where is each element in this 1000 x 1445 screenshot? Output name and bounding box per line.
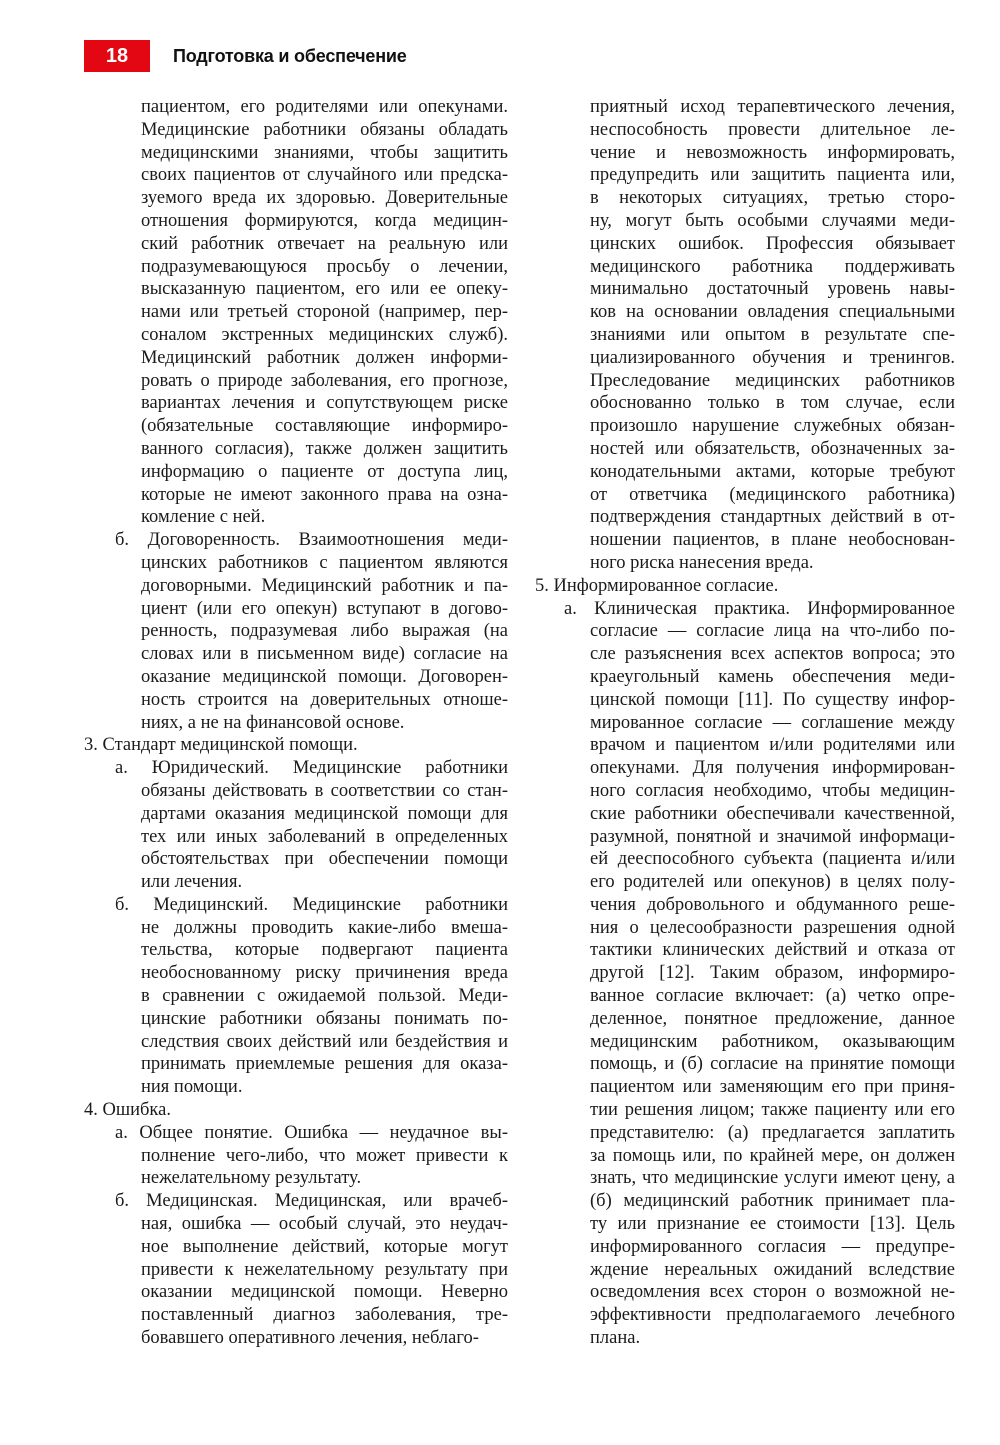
text-line: разумной, понятной и значимой информаци- [590,826,955,847]
text-line: в некоторых ситуациях, третью сторо- [590,188,955,209]
text-line: поставленный диагноз заболевания, тре- [141,1305,508,1326]
text-line: деленное, понятное предложение, данное [590,1008,955,1029]
text-line: (б) медицинский работник принимает пла- [590,1191,955,1212]
text-line: соналом экстренных медицинских служб). [141,324,508,345]
text-line: которые не имеют законного права на озна- [141,484,508,505]
text-line: высказанную пациентом, его или ее опеку- [141,279,508,300]
text-line: цинских ошибок. Профессия обязывает [590,233,955,254]
text-line: бовавшего оперативного лечения, неблаго- [141,1328,479,1349]
text-line: подразумевающуюся просьбу о лечении, [141,256,508,277]
text-line: обоснованно только в том случае, если [590,393,955,414]
running-header-title: Подготовка и обеспечение [173,46,407,66]
text-line: пациентом или заменяющим его при приня- [590,1077,955,1098]
text-line: минимально достаточный уровень навы- [590,279,955,300]
text-line: чения добровольного и обдуманного реше- [590,894,955,915]
text-line: тельства, которые подвергают пациента [141,940,508,961]
text-line: приятный исход терапевтического лечения, [590,97,955,117]
text-line: 3. Стандарт медицинской помощи. [84,735,358,756]
text-line: тактики клинических действий и отказа от [590,940,955,961]
text-line: согласие — согласие лица на что-либо по- [590,621,955,642]
text-line: 5. Информированное согласие. [535,575,779,596]
text-line: его родителей или опекунов) в целях полу- [590,872,955,893]
text-line: пациентом, его родителями или опекунами. [141,97,508,117]
text-line: (обязательные составляющие информиро- [141,416,508,437]
text-line: или лечения. [141,872,243,893]
text-line: произошло нарушение служебных обязан- [590,416,955,437]
text-line: ного риска нанесения вреда. [590,552,814,573]
text-line: за помощь или, по крайней мере, он должен [590,1145,955,1166]
text-line: опекунами. Для получения информирован- [590,758,955,779]
text-line: а. Клиническая практика. Информированное [564,598,955,619]
text-line: помощь, и (б) согласие на принятие помощи [590,1054,955,1075]
text-line: конодательными актами, которые требуют [590,461,955,482]
text-line: осведомления всех сторон о возможной не- [590,1282,955,1303]
text-line: краеугольный камень обеспечения меди- [590,666,955,687]
text-line: ниях, а не на финансовой основе. [141,712,405,733]
text-line: привести к нежелательному результату при [141,1259,508,1280]
text-line: ванного согласия), также должен защитить [141,438,508,459]
text-line: от ответчика (медицинского работника) [590,484,955,505]
text-line: обстоятельствах при обеспечении помощи [141,849,508,870]
text-line: ждение нереальных ожиданий вследствие [590,1259,955,1280]
text-line: Медицинские работники обязаны обладать [141,119,508,140]
text-line: 4. Ошибка. [84,1100,171,1121]
text-line: ного согласия необходимо, чтобы медицин- [590,780,955,801]
text-line: медицинскими знаниями, чтобы защитить [141,142,508,163]
text-line: ванное согласие включает: (а) четко опре- [590,986,955,1007]
text-line: цинской помощи [11]. По существу инфор- [590,689,955,710]
text-line: а. Общее понятие. Ошибка — неудачное вы- [115,1122,508,1143]
text-line: тии решения лицом; также пациенту или его [590,1100,955,1121]
text-line: оказании медицинской помощи. Неверно [141,1282,508,1303]
text-line: чение и невозможность информировать, [590,142,955,163]
page-number: 18 [84,40,150,72]
text-line: ский работник отвечает на реальную или [141,233,508,254]
text-column-left [84,96,508,1350]
text-line: ное выполнение действий, которые могут [141,1236,508,1257]
text-line: б. Договоренность. Взаимоотношения меди- [115,530,508,551]
text-line: договорными. Медицинский работник и па- [141,575,508,596]
text-line: зуемого вреда их здоровью. Доверительные [141,188,508,209]
text-line: ренность, подразумевая либо выражая (на [141,621,508,642]
text-line: представителю: (а) предлагается заплатить [590,1122,955,1143]
text-line: ния о целесообразности разрешения одной [590,917,955,938]
text-line: медицинским работником, оказывающим [590,1031,955,1052]
text-line: ность строится на доверительных отноше- [141,689,508,710]
text-line: неспособность провести длительное ле- [590,119,955,140]
text-line: ков на основании овладения специальными [590,302,955,323]
text-line: полнение чего-либо, что может привести к [141,1145,508,1166]
text-line: своих пациентов от случайного или предска- [141,165,508,186]
text-line: б. Медицинская. Медицинская, или врачеб- [115,1191,508,1212]
text-line: ная, ошибка — особый случай, это неудач- [141,1214,508,1235]
text-line: не должны проводить какие-либо вмеша- [141,917,508,938]
text-line: ские работники обеспечивали качественной, [590,803,955,824]
text-line: б. Медицинский. Медицинские работники [115,894,508,915]
text-line: ну, могут быть особыми случаями меди- [590,210,955,231]
text-line: нами или третьей стороной (например, пер- [141,302,508,323]
text-line: нежелательному результату. [141,1168,362,1189]
text-line: а. Юридический. Медицинские работники [115,758,508,779]
text-line: ту или признание ее стоимости [13]. Цель [590,1214,955,1235]
text-column-right [535,96,955,1350]
text-line: необоснованному риску причинения вреда [141,963,508,984]
text-line: цинских работников с пациентом являются [141,552,508,573]
text-line: ровать о природе заболевания, его прогнозе, [141,370,508,391]
text-line: Преследование медицинских работников [590,370,955,391]
text-line: врачом и пациентом и/или родителями или [590,735,955,756]
text-line: сле разъяснения всех аспектов вопроса; это [590,644,955,665]
text-line: словах или в письменном виде) согласие на [141,644,508,665]
text-line: ностей или обязательств, обозначенных за- [590,438,955,459]
text-line: отношения формируются, когда медицин- [141,210,508,231]
text-line: знать, что медицинские услуги имеют цену, а [590,1168,955,1189]
text-line: плана. [590,1328,641,1349]
text-line: подтверждения стандартных действий в от- [590,507,955,528]
text-line: вариантах лечения и сопутствующем риске [141,393,508,414]
text-line: оказание медицинской помощи. Договорен- [141,666,508,687]
text-line: тех или иных заболеваний в определенных [141,826,508,847]
text-line: дартами оказания медицинской помощи для [141,803,508,824]
text-line: информацию о пациенте от доступа лиц, [141,461,508,482]
text-line: циализированного обучения и тренингов. [590,347,955,368]
text-line: обязаны действовать в соответствии со стан- [141,780,508,801]
text-line: циент (или его опекун) вступают в догово- [141,598,508,619]
text-line: мированное согласие — соглашение между [590,712,955,733]
text-line: в сравнении с ожидаемой пользой. Меди- [141,986,508,1007]
text-line: знаниями или опытом в результате спе- [590,324,955,345]
text-line: другой [12]. Таким образом, информиро- [590,963,955,984]
text-line: информированного согласия — предупре- [590,1236,955,1257]
text-line: цинские работники обязаны понимать по- [141,1008,508,1029]
text-line: эффективности предполагаемого лечебного [590,1305,955,1326]
text-line: медицинского работника поддерживать [590,256,955,277]
text-line: ния помощи. [141,1077,243,1098]
text-line: Медицинский работник должен информи- [141,347,508,368]
text-line: предупредить или защитить пациента или, [590,165,955,186]
text-line: ей дееспособного субъекта (пациента и/или [590,849,955,870]
text-line: комление с ней. [141,507,266,528]
text-line: следствия своих действий или бездействия и [141,1031,508,1052]
text-line: ношении пациентов, в плане необоснован- [590,530,955,551]
text-line: принимать приемлемые решения для оказа- [141,1054,508,1075]
